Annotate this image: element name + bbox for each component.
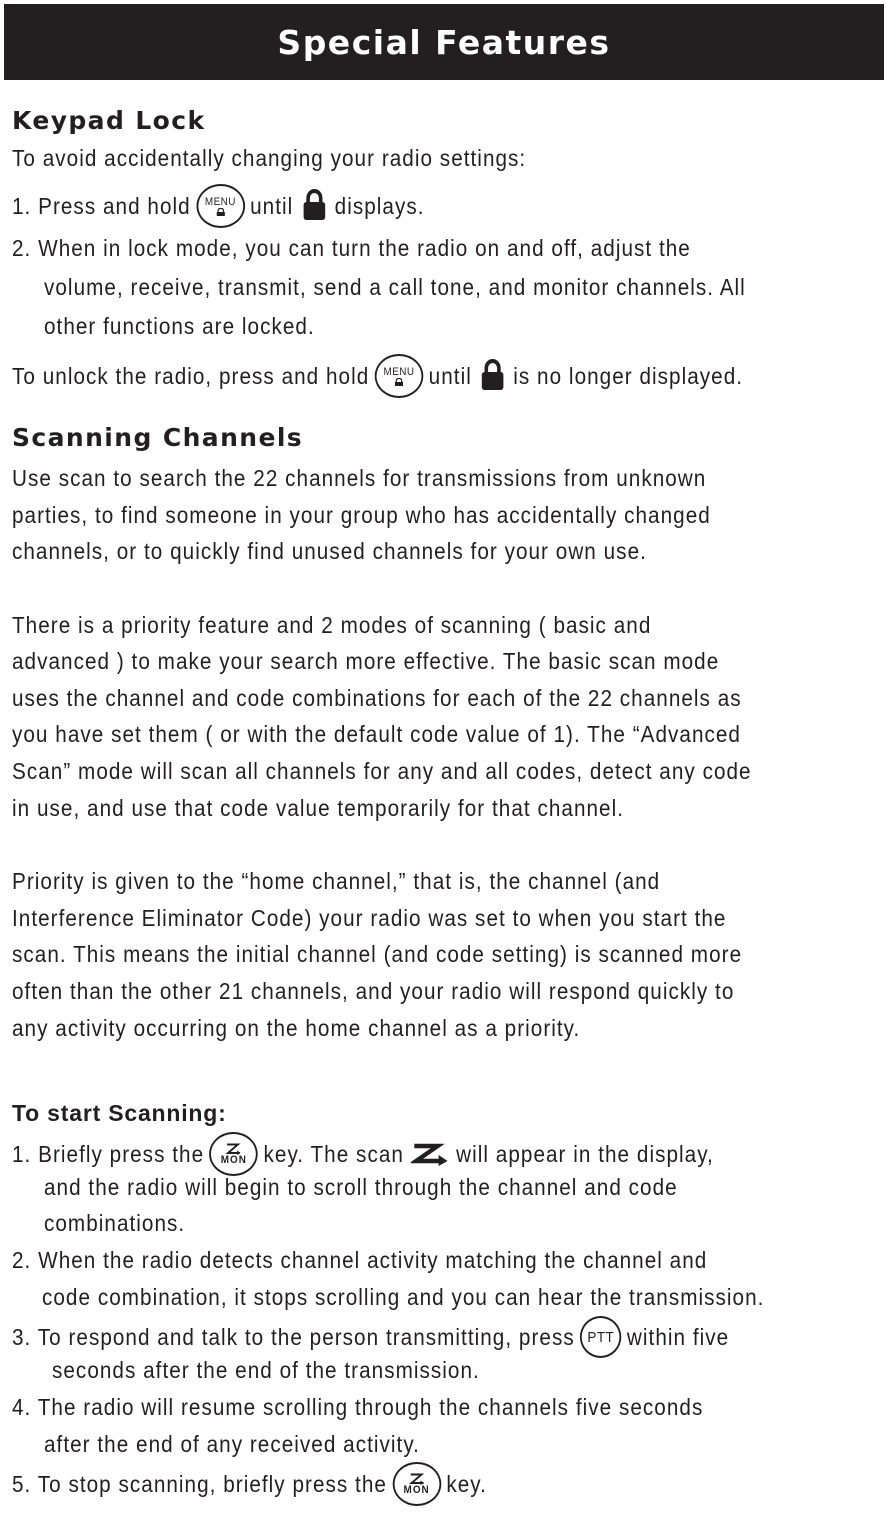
menu-label: MENU	[383, 365, 415, 378]
keypad-lock-heading: Keypad Lock	[12, 106, 206, 135]
keypad-lock-intro: To avoid accidentally changing your radio settings:	[12, 145, 527, 171]
step-text: key. The scan	[263, 1141, 404, 1168]
keypad-lock-unlock	[12, 356, 743, 400]
lock-small-icon	[394, 378, 405, 386]
scan-small-icon	[408, 1473, 426, 1485]
step-text: 1. Briefly press the	[12, 1141, 205, 1168]
step-text: within five	[626, 1324, 730, 1351]
scanning-para3-line: scan. This means the initial channel (and code setting) is scanned more	[12, 941, 743, 967]
scanning-para1-line: Use scan to search the 22 channels for transmissions from unknown	[12, 465, 707, 491]
start-step5	[12, 1464, 487, 1508]
keypad-lock-step2-line1: 2. When in lock mode, you can turn the radio on and off, adjust the	[12, 235, 691, 261]
scanning-heading: Scanning Channels	[12, 423, 304, 452]
scanning-para3-line: Priority is given to the “home channel,” that is, the channel (and	[12, 868, 661, 894]
ptt-button-icon	[580, 1316, 621, 1358]
scan-small-icon	[225, 1143, 243, 1155]
unlock-text: until	[428, 363, 472, 390]
scanning-para2-line: in use, and use that code value temporarily for that channel.	[12, 795, 625, 821]
step-text: 1. Press and hold	[12, 193, 191, 220]
scanning-para2-line: There is a priority feature and 2 modes of scanning ( basic and	[12, 612, 652, 638]
page-title: Special Features	[277, 22, 611, 62]
menu-button-icon	[196, 184, 245, 228]
start-step2-line2: code combination, it stops scrolling and you can hear the transmission.	[42, 1284, 765, 1310]
page-header	[4, 4, 884, 80]
scanning-para1-line: parties, to find someone in your group who has accidentally changed	[12, 502, 711, 528]
scanning-para2-line: Scan” mode will scan all channels for any and all codes, detect any code	[12, 758, 752, 784]
scanning-para2-line: uses the channel and code combinations for each of the 22 channels as	[12, 685, 742, 711]
start-step4-line2: after the end of any received activity.	[44, 1431, 420, 1457]
step-text: until	[250, 193, 294, 220]
lock-icon	[302, 189, 325, 221]
lock-icon	[481, 359, 504, 391]
step-text: 3. To respond and talk to the person transmitting, press	[12, 1324, 575, 1351]
unlock-text: To unlock the radio, press and hold	[12, 363, 370, 390]
keypad-lock-step1	[12, 186, 425, 230]
scanning-para2-line: advanced ) to make your search more effective. The basic scan mode	[12, 648, 720, 674]
unlock-text: is no longer displayed.	[513, 363, 744, 390]
keypad-lock-step2-line2: volume, receive, transmit, send a call tone, and monitor channels. All	[44, 274, 746, 300]
start-step1-cont: and the radio will begin to scroll through the channel and code	[44, 1174, 678, 1200]
step-text: 5. To stop scanning, briefly press the	[12, 1471, 387, 1498]
start-step1-cont: combinations.	[44, 1210, 186, 1236]
step-text: key.	[446, 1471, 487, 1498]
scan-icon	[411, 1142, 449, 1166]
menu-label: MENU	[204, 195, 236, 208]
ptt-label: PTT	[587, 1328, 615, 1346]
mon-button-icon	[392, 1462, 441, 1506]
start-step3-cont: seconds after the end of the transmission.	[52, 1357, 480, 1383]
lock-small-icon	[215, 208, 226, 216]
mon-label: MON	[403, 1483, 430, 1496]
mon-label: MON	[220, 1153, 247, 1166]
step-text: will appear in the display,	[456, 1141, 714, 1168]
scanning-para2-line: you have set them ( or with the default code value of 1). The “Advanced	[12, 721, 741, 747]
scanning-para3-line: often than the other 21 channels, and your radio will respond quickly to	[12, 978, 735, 1004]
scanning-para1-line: channels, or to quickly find unused channels for your own use.	[12, 538, 647, 564]
scanning-para3-line: any activity occurring on the home channel as a priority.	[12, 1015, 581, 1041]
mon-button-icon	[210, 1132, 259, 1176]
step-text: displays.	[334, 193, 425, 220]
start-step4-line1: 4. The radio will resume scrolling through the channels five seconds	[12, 1394, 704, 1420]
keypad-lock-step2-line3: other functions are locked.	[44, 313, 315, 339]
start-step2-line1: 2. When the radio detects channel activity matching the channel and	[12, 1247, 708, 1273]
scanning-para3-line: Interference Eliminator Code) your radio was set to when you start the	[12, 905, 727, 931]
menu-button-icon	[375, 354, 424, 398]
start-scanning-heading: To start Scanning:	[12, 1100, 227, 1126]
